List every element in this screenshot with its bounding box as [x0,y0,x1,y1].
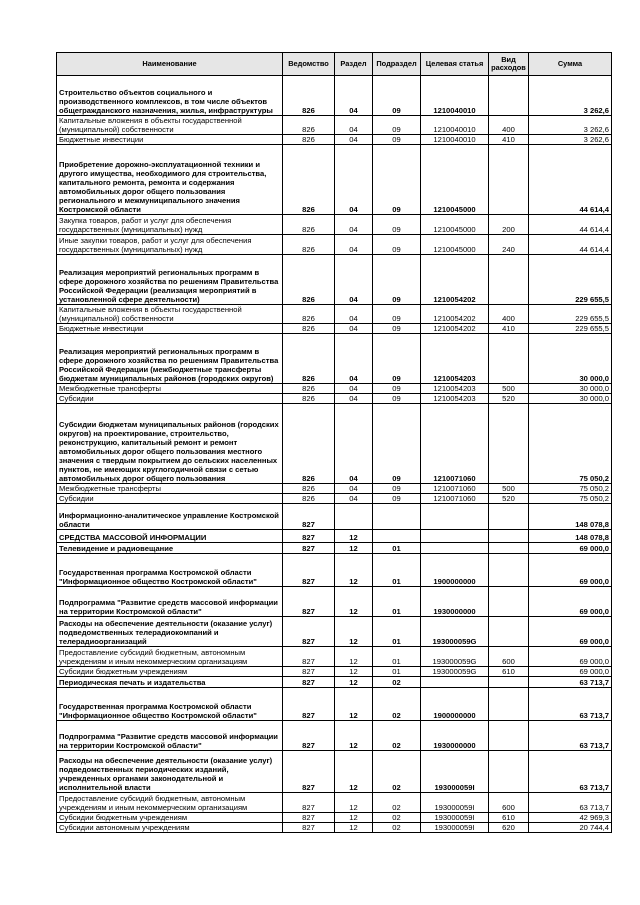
cell-department: 827 [283,793,335,813]
cell-amount: 44 614,4 [529,215,612,235]
cell-section: 04 [335,324,373,334]
cell-name: Информационно-аналитическое управление Костромской области [57,504,283,530]
cell-amount: 44 614,4 [529,145,612,215]
table-row [57,530,612,543]
cell-name: Межбюджетные трансферты [57,384,283,394]
cell-section: 12 [335,617,373,647]
cell-department: 827 [283,667,335,677]
cell-amount: 229 655,5 [529,255,612,305]
table-row [57,617,612,647]
cell-department: 826 [283,484,335,494]
cell-expense-type [489,587,529,617]
cell-expense-type [489,677,529,688]
cell-amount: 75 050,2 [529,494,612,504]
cell-department: 826 [283,235,335,255]
cell-department: 826 [283,494,335,504]
cell-name: Реализация мероприятий региональных программ в сфере дорожного хозяйства по решениям Правительства Российской Федерации (реализация мероприятий в установленной сфере деятельности) [57,255,283,305]
cell-subsection: 09 [373,135,421,145]
cell-name: Межбюджетные трансферты [57,484,283,494]
cell-target-item: 193000059G [421,647,489,667]
table-row [57,215,612,235]
cell-department: 827 [283,543,335,554]
cell-target-item: 1900000000 [421,554,489,587]
cell-amount: 229 655,5 [529,305,612,324]
cell-subsection: 09 [373,404,421,484]
cell-expense-type: 610 [489,813,529,823]
header-expense-type: Вид расходов [489,53,529,76]
cell-expense-type [489,255,529,305]
table-row [57,688,612,721]
table-body [57,76,612,833]
table-row [57,76,612,116]
cell-amount: 30 000,0 [529,384,612,394]
cell-subsection: 09 [373,145,421,215]
cell-department: 826 [283,324,335,334]
table-row [57,667,612,677]
cell-expense-type: 600 [489,647,529,667]
cell-department: 827 [283,721,335,751]
cell-name: Подпрограмма "Развитие средств массовой информации на территории Костромской области" [57,721,283,751]
cell-section: 04 [335,135,373,145]
cell-amount: 69 000,0 [529,543,612,554]
cell-name: Субсидии автономным учреждениям [57,823,283,833]
cell-amount: 69 000,0 [529,554,612,587]
table-row [57,394,612,404]
cell-amount: 69 000,0 [529,617,612,647]
cell-expense-type: 400 [489,116,529,135]
table-row [57,677,612,688]
cell-name: Субсидии [57,394,283,404]
table-row [57,494,612,504]
cell-section: 04 [335,116,373,135]
cell-subsection: 01 [373,554,421,587]
cell-target-item: 1210054202 [421,255,489,305]
table-row [57,116,612,135]
cell-section: 12 [335,554,373,587]
cell-name: Телевидение и радиовещание [57,543,283,554]
table-row [57,587,612,617]
cell-amount: 63 713,7 [529,688,612,721]
cell-expense-type [489,688,529,721]
cell-name: СРЕДСТВА МАССОВОЙ ИНФОРМАЦИИ [57,530,283,543]
table-row [57,813,612,823]
cell-name: Бюджетные инвестиции [57,135,283,145]
header-section: Раздел [335,53,373,76]
cell-subsection: 01 [373,543,421,554]
cell-target-item: 193000059I [421,751,489,793]
cell-section: 12 [335,823,373,833]
cell-amount: 30 000,0 [529,334,612,384]
cell-department: 826 [283,145,335,215]
cell-amount: 75 050,2 [529,404,612,484]
table-row [57,324,612,334]
cell-target-item: 1210071060 [421,404,489,484]
cell-name: Государственная программа Костромской области "Информационное общество Костромской области" [57,688,283,721]
cell-name: Предоставление субсидий бюджетным, автономным учреждениям и иным некоммерческим организациям [57,793,283,813]
cell-name: Капитальные вложения в объекты государственной (муниципальной) собственности [57,116,283,135]
cell-name: Государственная программа Костромской области "Информационное общество Костромской области" [57,554,283,587]
cell-expense-type [489,530,529,543]
cell-amount: 3 262,6 [529,76,612,116]
cell-name: Закупка товаров, работ и услуг для обеспечения государственных (муниципальных) нужд [57,215,283,235]
cell-target-item: 1210045000 [421,215,489,235]
cell-section: 12 [335,793,373,813]
cell-name: Расходы на обеспечение деятельности (оказание услуг) подведомственных периодических изданий, учрежденных органами законодательной и исполнительной власти [57,751,283,793]
table-row [57,543,612,554]
cell-subsection: 02 [373,793,421,813]
cell-section: 04 [335,76,373,116]
header-subsection: Подраздел [373,53,421,76]
cell-section: 04 [335,484,373,494]
cell-subsection: 09 [373,484,421,494]
cell-section: 12 [335,530,373,543]
cell-section: 12 [335,721,373,751]
cell-amount: 75 050,2 [529,484,612,494]
table-row [57,384,612,394]
cell-department: 827 [283,647,335,667]
table-row [57,484,612,494]
table-row [57,135,612,145]
cell-subsection: 09 [373,305,421,324]
cell-target-item: 193000059G [421,617,489,647]
cell-target-item: 1210045000 [421,145,489,215]
cell-expense-type: 200 [489,215,529,235]
cell-department: 827 [283,617,335,647]
cell-expense-type: 400 [489,305,529,324]
cell-expense-type: 600 [489,793,529,813]
cell-amount: 3 262,6 [529,135,612,145]
cell-target-item: 1210054203 [421,334,489,384]
table-row [57,823,612,833]
cell-expense-type [489,617,529,647]
table-row [57,647,612,667]
cell-target-item: 1210040010 [421,116,489,135]
cell-department: 826 [283,76,335,116]
cell-target-item: 193000059I [421,813,489,823]
cell-section: 12 [335,813,373,823]
cell-subsection: 01 [373,617,421,647]
cell-amount: 63 713,7 [529,751,612,793]
cell-expense-type [489,554,529,587]
cell-subsection: 01 [373,647,421,667]
cell-section: 04 [335,255,373,305]
cell-expense-type: 620 [489,823,529,833]
cell-expense-type: 500 [489,484,529,494]
cell-subsection: 02 [373,721,421,751]
cell-amount: 42 969,3 [529,813,612,823]
cell-target-item: 1210054202 [421,305,489,324]
cell-section: 12 [335,587,373,617]
cell-subsection: 02 [373,751,421,793]
cell-section: 12 [335,688,373,721]
cell-name: Расходы на обеспечение деятельности (оказание услуг) подведомственных телерадиокомпаний и телерадиоорганизаций [57,617,283,647]
cell-subsection: 02 [373,823,421,833]
cell-department: 827 [283,587,335,617]
cell-subsection: 09 [373,334,421,384]
cell-section: 04 [335,384,373,394]
cell-section: 04 [335,235,373,255]
cell-target-item [421,677,489,688]
cell-subsection [373,530,421,543]
cell-name: Приобретение дорожно-эксплуатационной техники и другого имущества, необходимого для строительства, капитального ремонта, ремонта и содержания автомобильных дорог общего пользования регионального и межмуниципального значения Костромской области [57,145,283,215]
table-row [57,793,612,813]
cell-target-item: 1930000000 [421,721,489,751]
cell-amount: 69 000,0 [529,667,612,677]
cell-name: Капитальные вложения в объекты государственной (муниципальной) собственности [57,305,283,324]
cell-name: Бюджетные инвестиции [57,324,283,334]
cell-expense-type [489,334,529,384]
cell-department: 827 [283,677,335,688]
header-amount: Сумма [529,53,612,76]
cell-target-item: 1210040010 [421,76,489,116]
cell-target-item [421,543,489,554]
cell-section: 12 [335,751,373,793]
table-row [57,334,612,384]
cell-subsection: 09 [373,394,421,404]
cell-expense-type: 240 [489,235,529,255]
cell-target-item: 1210071060 [421,484,489,494]
cell-department: 826 [283,305,335,324]
cell-subsection: 02 [373,688,421,721]
cell-section: 12 [335,667,373,677]
cell-name: Периодическая печать и издательства [57,677,283,688]
cell-name: Подпрограмма "Развитие средств массовой информации на территории Костромской области" [57,587,283,617]
table-row [57,235,612,255]
cell-target-item: 1210054202 [421,324,489,334]
cell-amount: 69 000,0 [529,647,612,667]
budget-table [56,52,612,833]
cell-amount: 20 744,4 [529,823,612,833]
cell-target-item: 1930000000 [421,587,489,617]
cell-section: 04 [335,394,373,404]
cell-target-item: 1210040010 [421,135,489,145]
cell-amount: 30 000,0 [529,394,612,404]
table-row [57,145,612,215]
table-row [57,721,612,751]
cell-subsection: 09 [373,116,421,135]
cell-department: 827 [283,554,335,587]
cell-section: 12 [335,647,373,667]
table-row [57,751,612,793]
cell-target-item [421,504,489,530]
cell-subsection: 09 [373,215,421,235]
cell-department: 827 [283,504,335,530]
cell-expense-type: 520 [489,394,529,404]
cell-section: 04 [335,494,373,504]
cell-expense-type: 410 [489,324,529,334]
cell-department: 827 [283,823,335,833]
cell-department: 826 [283,255,335,305]
cell-amount: 3 262,6 [529,116,612,135]
cell-name: Субсидии [57,494,283,504]
table-row [57,404,612,484]
cell-target-item: 193000059I [421,793,489,813]
cell-expense-type [489,404,529,484]
table-row [57,255,612,305]
cell-department: 826 [283,404,335,484]
cell-expense-type [489,504,529,530]
cell-target-item [421,530,489,543]
cell-subsection: 02 [373,813,421,823]
cell-amount: 148 078,8 [529,504,612,530]
header-department: Ведомство [283,53,335,76]
cell-expense-type: 610 [489,667,529,677]
cell-target-item: 1210071060 [421,494,489,504]
cell-expense-type: 500 [489,384,529,394]
cell-department: 826 [283,116,335,135]
cell-section: 12 [335,677,373,688]
cell-department: 826 [283,135,335,145]
cell-subsection: 01 [373,667,421,677]
cell-department: 826 [283,394,335,404]
cell-subsection: 09 [373,494,421,504]
cell-target-item: 193000059I [421,823,489,833]
cell-department: 827 [283,751,335,793]
cell-section: 04 [335,334,373,384]
cell-amount: 44 614,4 [529,235,612,255]
header-name: Наименование [57,53,283,76]
cell-name: Предоставление субсидий бюджетным, автономным учреждениям и иным некоммерческим организациям [57,647,283,667]
cell-expense-type: 520 [489,494,529,504]
table-row [57,554,612,587]
cell-subsection: 02 [373,677,421,688]
cell-department: 827 [283,813,335,823]
cell-section: 04 [335,145,373,215]
cell-name: Субсидии бюджетным учреждениям [57,667,283,677]
cell-department: 826 [283,334,335,384]
cell-section: 12 [335,543,373,554]
cell-subsection [373,504,421,530]
cell-amount: 63 713,7 [529,677,612,688]
cell-department: 827 [283,530,335,543]
cell-amount: 229 655,5 [529,324,612,334]
cell-amount: 63 713,7 [529,793,612,813]
cell-name: Реализация мероприятий региональных программ в сфере дорожного хозяйства по решениям Правительства Российской Федерации (межбюджетные трансферты бюджетам муниципальных районов (городских округов) [57,334,283,384]
cell-department: 826 [283,384,335,394]
cell-subsection: 09 [373,235,421,255]
cell-expense-type: 410 [489,135,529,145]
cell-section: 04 [335,404,373,484]
cell-expense-type [489,76,529,116]
cell-name: Иные закупки товаров, работ и услуг для обеспечения государственных (муниципальных) нужд [57,235,283,255]
cell-target-item: 1210045000 [421,235,489,255]
cell-subsection: 09 [373,324,421,334]
cell-name: Строительство объектов социального и производственного комплексов, в том числе объектов общегражданского назначения, жилья, инфраструктуры [57,76,283,116]
cell-subsection: 09 [373,384,421,394]
cell-name: Субсидии бюджетам муниципальных районов (городских округов) на проектирование, строительство, реконструкцию, капитальный ремонт и ремонт автомобильных дорог общего пользования местного значения с твердым покрытием до сельских населенных пунктов, не имеющих круглогодичной связи с сетью автомобильных дорог общего пользования [57,404,283,484]
cell-subsection: 09 [373,255,421,305]
cell-subsection: 01 [373,587,421,617]
cell-subsection: 09 [373,76,421,116]
table-header-row [57,53,612,76]
cell-amount: 63 713,7 [529,721,612,751]
cell-target-item: 1900000000 [421,688,489,721]
cell-department: 827 [283,688,335,721]
cell-section: 04 [335,215,373,235]
cell-expense-type [489,721,529,751]
cell-amount: 69 000,0 [529,587,612,617]
cell-expense-type [489,543,529,554]
cell-target-item: 1210054203 [421,384,489,394]
cell-name: Субсидии бюджетным учреждениям [57,813,283,823]
table-row [57,305,612,324]
cell-amount: 148 078,8 [529,530,612,543]
cell-target-item: 1210054203 [421,394,489,404]
header-target-item: Целевая статья [421,53,489,76]
cell-expense-type [489,751,529,793]
cell-target-item: 193000059G [421,667,489,677]
cell-section: 04 [335,305,373,324]
table-row [57,504,612,530]
cell-section [335,504,373,530]
cell-expense-type [489,145,529,215]
cell-department: 826 [283,215,335,235]
